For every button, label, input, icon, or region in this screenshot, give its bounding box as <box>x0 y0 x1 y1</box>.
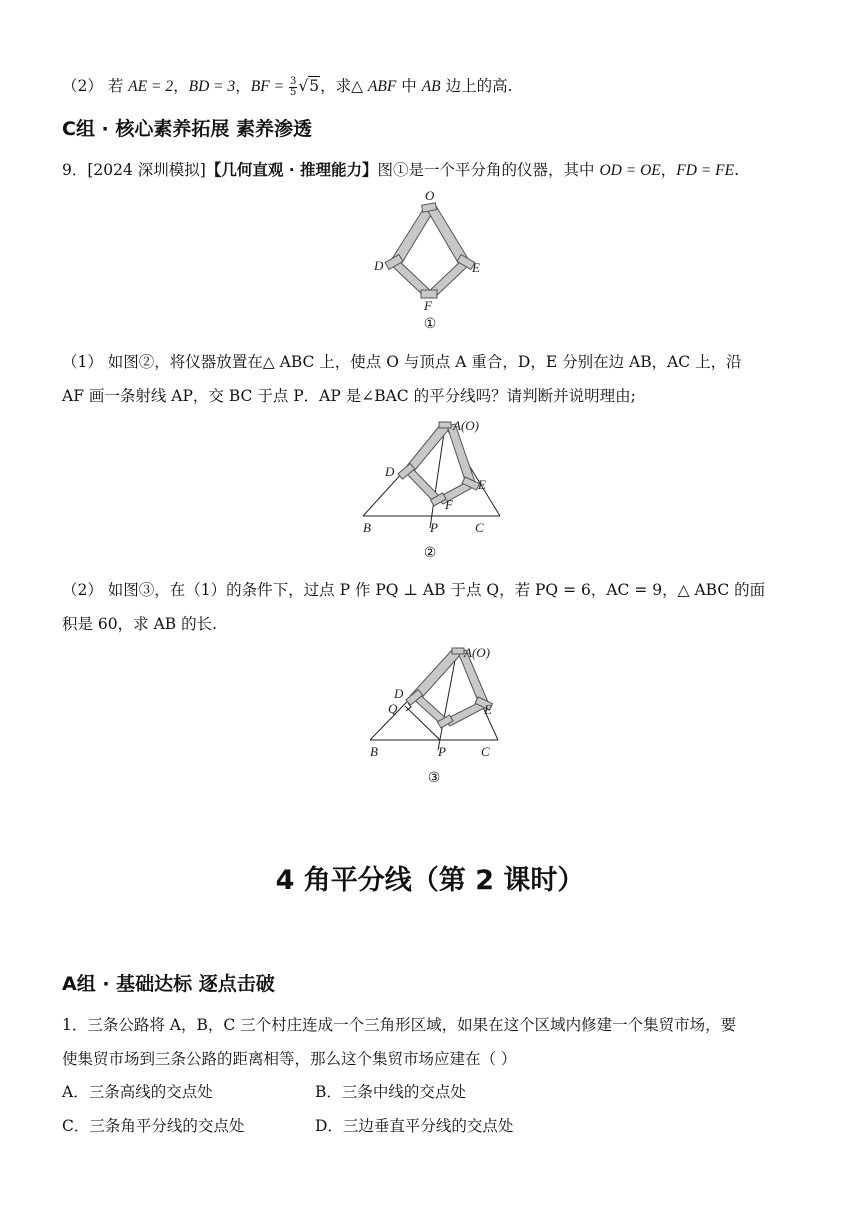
figure-1-instrument <box>360 184 500 314</box>
fraction-three-fifths <box>289 77 297 98</box>
section-a-heading: A组 · 基础达标 逐点击破 <box>62 973 275 995</box>
q9-part1-line2: AF 画一条射线 AP，交 BC 于点 P．AP 是∠BAC 的平分线吗？请判断并说明理由; <box>62 387 636 405</box>
q8-sep2: ， <box>235 77 251 95</box>
figure-2-triangle <box>355 412 515 542</box>
fig3-label-A: A(O) <box>464 645 490 660</box>
frac-den: 5 <box>289 86 297 98</box>
q8-prefix: （2） 若 <box>62 77 129 95</box>
q9-part2-line2: 积是 60，求 AB 的长. <box>62 615 218 633</box>
q9-end: . <box>734 161 739 179</box>
q8-suffix: 边上的高. <box>440 77 513 95</box>
fig1-label-D: D <box>374 258 384 273</box>
q9-line <box>62 158 739 180</box>
q8-mid2: 中 <box>396 77 422 95</box>
q1-option-c: C．三条角平分线的交点处 <box>62 1117 245 1135</box>
q8-mid: ，求△ <box>320 77 368 95</box>
fig1-caption: ① <box>423 316 437 332</box>
sqrt-five <box>298 77 320 95</box>
q8-tri: ABF <box>367 78 397 95</box>
fig1-label-O: O <box>425 188 435 203</box>
fig2-label-A: A(O) <box>453 418 479 433</box>
q8-sep1: ， <box>173 77 189 95</box>
q9-tag: 【几何直观 · 推理能力】 <box>205 161 378 179</box>
figure-3-triangle-perpendicular <box>360 640 520 765</box>
q1-line2: 使集贸市场到三条公路的距离相等，那么这个集贸市场应建在（ ） <box>62 1050 517 1068</box>
fig3-label-D: D <box>394 686 404 701</box>
q8-part2-line <box>62 74 513 98</box>
fig3-label-E: E <box>484 702 492 717</box>
fig3-label-P: P <box>438 744 446 759</box>
fig2-label-F: F <box>445 497 453 512</box>
q8-bf: BF = <box>250 78 288 95</box>
q9-eq1: OD = OE <box>599 162 661 179</box>
q1-line1: 1．三条公路将 A，B，C 三个村庄连成一个三角形区域，如果在这个区域内修建一个集贸市场，要 <box>62 1016 737 1034</box>
q9-eq2: FD = FE <box>676 162 735 179</box>
fig1-label-E: E <box>472 260 480 275</box>
q8-ae: AE = 2 <box>128 78 174 95</box>
frac-num: 3 <box>289 75 297 87</box>
q8-ab: AB <box>421 78 441 95</box>
fig3-label-B: B <box>370 744 378 759</box>
q1-option-a: A．三条高线的交点处 <box>62 1083 213 1101</box>
q1-option-d: D．三边垂直平分线的交点处 <box>315 1117 514 1135</box>
fig3-caption: ③ <box>427 770 441 786</box>
q9-text: 图①是一个平分角的仪器，其中 <box>377 161 600 179</box>
sqrt-radicand: 5 <box>309 77 320 95</box>
q1-option-b: B．三条中线的交点处 <box>315 1083 466 1101</box>
fig1-label-F: F <box>424 298 432 313</box>
fig2-label-P: P <box>430 520 438 535</box>
fig2-label-C: C <box>475 520 484 535</box>
q9-sep: ， <box>660 161 677 179</box>
sqrt-symbol: √ <box>298 77 309 95</box>
fig2-label-D: D <box>385 464 395 479</box>
fig3-label-Q: Q <box>388 701 398 716</box>
q8-bd: BD = 3 <box>188 78 236 95</box>
q9-part1-line1: （1） 如图②，将仪器放置在△ ABC 上，使点 O 与顶点 A 重合，D，E 分别在边 AB，AC 上，沿 <box>62 353 742 371</box>
fig3-label-C: C <box>481 744 490 759</box>
lesson-title: 4 角平分线（第 2 课时） <box>275 865 585 896</box>
q9-lead: 9．[2024 深圳模拟] <box>62 161 206 179</box>
fig2-caption: ② <box>423 545 437 561</box>
fig2-label-E: E <box>478 477 486 492</box>
section-c-heading: C组 · 核心素养拓展 素养渗透 <box>62 118 313 140</box>
q9-part2-line1: （2） 如图③，在（1）的条件下，过点 P 作 PQ ⊥ AB 于点 Q，若 PQ = 6，AC = 9，△ ABC 的面 <box>62 581 766 599</box>
fig2-label-B: B <box>363 520 371 535</box>
